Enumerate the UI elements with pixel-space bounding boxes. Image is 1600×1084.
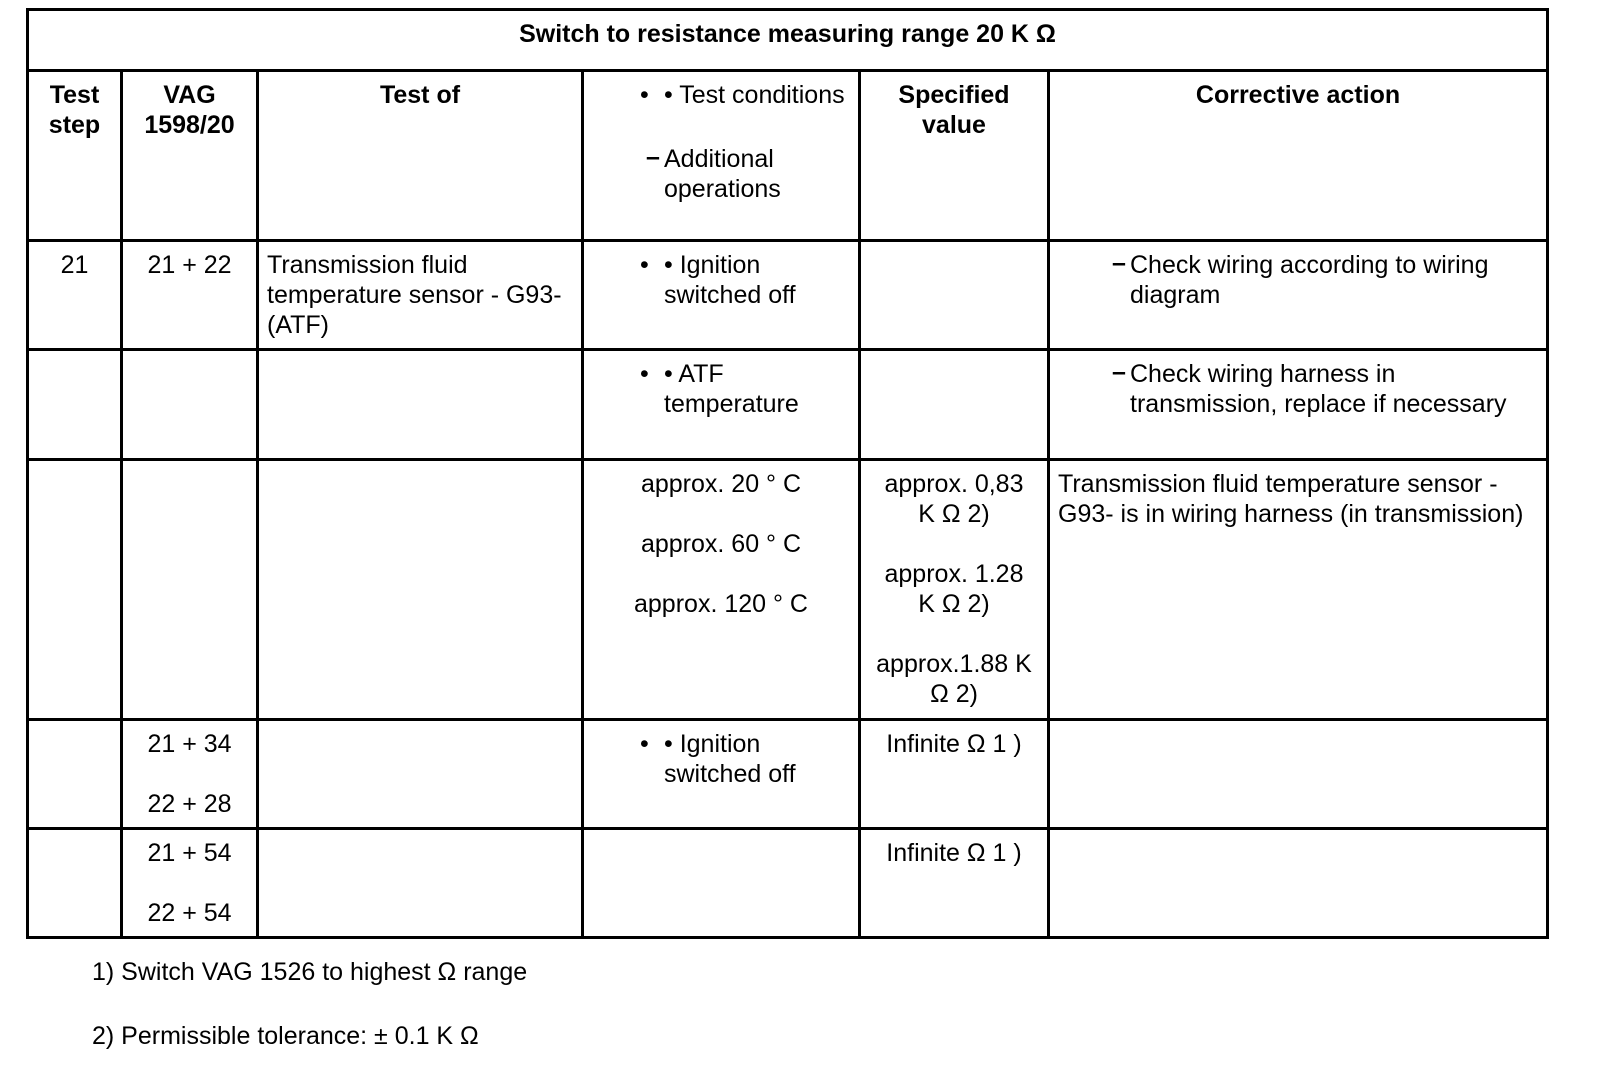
cell-step: [28, 350, 122, 460]
cell-condition: [583, 829, 860, 938]
cell-step: [28, 829, 122, 938]
cell-corrective: – Check wiring harness in transmission, replace if necessary: [1049, 350, 1548, 460]
cell-test-of: [258, 829, 583, 938]
header-specified: Specified value: [860, 71, 1049, 241]
cell-condition: • • ATF temperature: [583, 350, 860, 460]
bullet-icon: •: [640, 81, 649, 109]
header-test-of: Test of: [258, 71, 583, 241]
temperature-value: approx. 20 ° C: [640, 470, 802, 498]
cell-test-of: [258, 350, 583, 460]
cell-specified-resistances: approx. 0,83 K Ω 2) approx. 1.28 K Ω 2) approx.1.88 K Ω 2): [860, 460, 1049, 720]
cell-corrective: – Check wiring according to wiring diagram: [1049, 241, 1548, 350]
cell-condition: • • Ignition switched off: [583, 241, 860, 350]
header-conditions-dash: – Additional operations: [646, 143, 781, 203]
header-conditions-bullet: • • Test conditions: [640, 81, 845, 109]
table-row: [28, 829, 1548, 938]
cell-vag: 21 + 34 22 + 28: [122, 720, 258, 829]
header-conditions: [583, 71, 860, 241]
header-test-step: Test step: [28, 71, 122, 241]
header-vag: VAG 1598/20: [122, 71, 258, 241]
cell-condition-temperatures: [583, 460, 860, 720]
cell-corrective: [1049, 720, 1548, 829]
cell-test-of: [258, 460, 583, 720]
cell-test-of: Transmission fluid temperature sensor - G93- (ATF): [258, 241, 583, 350]
cell-specified: [860, 241, 1049, 350]
table-row: [28, 460, 1548, 720]
cell-vag: [122, 460, 258, 720]
cell-specified: Infinite Ω 1 ): [860, 829, 1049, 938]
table-row: [28, 241, 1548, 350]
header-corrective: Corrective action: [1049, 71, 1548, 241]
footnote-1: 1) Switch VAG 1526 to highest Ω range: [92, 958, 528, 986]
dash-icon: –: [1112, 358, 1126, 386]
bullet-icon: •: [640, 360, 649, 388]
bullet-icon: •: [640, 251, 649, 279]
cell-step: [28, 460, 122, 720]
cell-step: [28, 720, 122, 829]
cell-vag: [122, 350, 258, 460]
temperature-value: approx. 60 ° C: [640, 530, 802, 558]
cell-step: 21: [28, 241, 122, 350]
cell-specified: [860, 350, 1049, 460]
footnote-2: 2) Permissible tolerance: ± 0.1 K Ω: [92, 1022, 479, 1050]
temperature-value: approx. 120 ° C: [634, 590, 808, 618]
cell-corrective: [1049, 829, 1548, 938]
cell-vag: 21 + 54 22 + 54: [122, 829, 258, 938]
table-title: Switch to resistance measuring range 20 K Ω: [28, 10, 1548, 71]
header-row: [28, 71, 1548, 241]
bullet-icon: •: [640, 730, 649, 758]
cell-specified: Infinite Ω 1 ): [860, 720, 1049, 829]
table-row: [28, 720, 1548, 829]
dash-icon: –: [1112, 249, 1126, 277]
cell-vag: 21 + 22: [122, 241, 258, 350]
dash-icon: –: [646, 143, 660, 171]
cell-test-of: [258, 720, 583, 829]
cell-corrective: Transmission fluid temperature sensor - G93- is in wiring harness (in transmission): [1049, 460, 1548, 720]
title-row: [28, 10, 1548, 71]
cell-condition: • • Ignition switched off: [583, 720, 860, 829]
table-row: [28, 350, 1548, 460]
resistance-test-table: [26, 8, 1549, 939]
